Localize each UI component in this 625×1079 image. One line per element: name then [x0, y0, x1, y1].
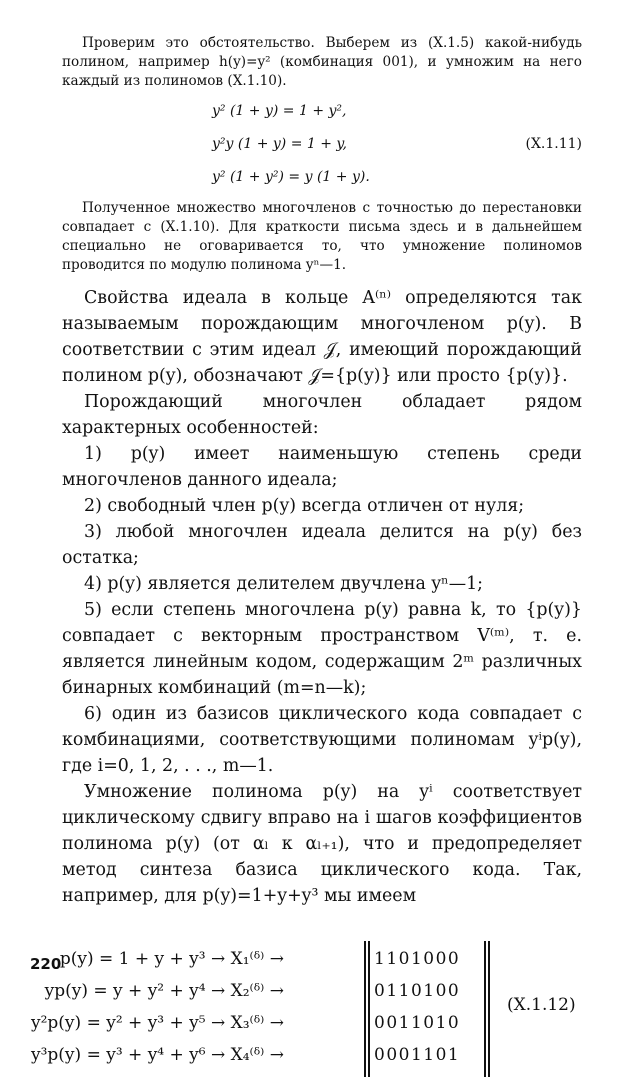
list-item: 1) p(y) имеет наименьшую степень среди многочленов данного идеала; — [62, 444, 582, 490]
matrix-row-lhs: y³p(y) = y³ + y⁴ + y⁶ → X₄⁽ᵟ⁾ → — [31, 1045, 284, 1065]
equation-block-x-1-11 — [62, 103, 582, 193]
paragraph-features-intro: Порождающий многочлен обладает рядом характерных особенностей: — [62, 392, 582, 438]
list-item: 5) если степень многочлена p(y) равна k, то {p(y)} совпадает с векторным пространством V⁽ᵐ⁾, т. е. является линейным кодом, содержащим 2ᵐ различных бинарных комбинаций (m=n—k); — [62, 600, 582, 698]
equation-line-3: y² (1 + y²) = y (1 + y). — [212, 169, 370, 185]
matrix-left-bracket — [364, 941, 366, 1077]
list-item: 4) p(y) является делителем двучлена yⁿ—1; — [84, 574, 484, 594]
matrix-row-lhs: p(y) = 1 + y + y³ → X₁⁽ᵟ⁾ → — [59, 949, 284, 969]
matrix-right-bracket — [488, 941, 490, 1077]
equation-number: (X.1.11) — [525, 136, 582, 152]
intro-block — [62, 34, 582, 91]
list-item: 6) один из базисов циклического кода совпадает с комбинациями, соответствующими полиномам yⁱp(y), где i=0, 1, 2, . . ., m—1. — [62, 704, 582, 776]
intro-paragraph: Проверим это обстоятельство. Выберем из (X.1.5) какой-нибудь полином, например h(y)=y² (комбинация 001), и умножим на него каждый из полиномов (X.1.10). — [62, 35, 582, 89]
matrix-row-lhs: y²p(y) = y² + y³ + y⁵ → X₃⁽ᵟ⁾ → — [31, 1013, 284, 1033]
page-number: 220 — [30, 955, 62, 973]
note-block — [62, 199, 582, 275]
matrix-right-bracket-inner — [484, 941, 486, 1077]
note-paragraph: Полученное множество многочленов с точностью до перестановки совпадает с (X.1.10). Для краткости письма здесь и в дальнейшем специально не оговаривается то, что умножение полиномов проводится по модулю полинома yⁿ—1. — [62, 200, 582, 273]
matrix-left-bracket-inner — [368, 941, 370, 1077]
paragraph-ideal-properties: Свойства идеала в кольце A⁽ⁿ⁾ определяются так называемым порождающим многочленом p(y). В соответствии с этим идеал 𝒥, имеющий порождающий полином p(y), обозначают 𝒥={p(y)} или просто {p(y)}. — [62, 288, 582, 386]
equation-line-2: y²y (1 + y) = 1 + y, — [212, 136, 347, 152]
matrix-row-bits: 0001101 — [374, 1045, 461, 1065]
matrix-row-bits: 0110100 — [374, 981, 461, 1001]
list-item: 3) любой многочлен идеала делится на p(y) без остатка; — [62, 522, 582, 568]
list-item: 2) свободный член p(y) всегда отличен от нуля; — [84, 496, 525, 516]
matrix-row-bits: 0011010 — [374, 1013, 461, 1033]
matrix-equation-number: (X.1.12) — [507, 995, 576, 1015]
paragraph-multiplication: Умножение полинома p(y) на yⁱ соответствует циклическому сдвигу вправо на i шагов коэффициентов полинома p(y) (от αₗ к αₗ₊₁), что и предопределяет метод синтеза базиса циклического кода. Так, например, для p(y)=1+y+y³ мы имеем — [62, 782, 582, 906]
equation-line-1: y² (1 + y) = 1 + y², — [212, 103, 347, 119]
main-text — [62, 285, 582, 909]
matrix-row-lhs: yp(y) = y + y² + y⁴ → X₂⁽ᵟ⁾ → — [44, 981, 284, 1001]
matrix-row-bits: 1101000 — [374, 949, 461, 969]
